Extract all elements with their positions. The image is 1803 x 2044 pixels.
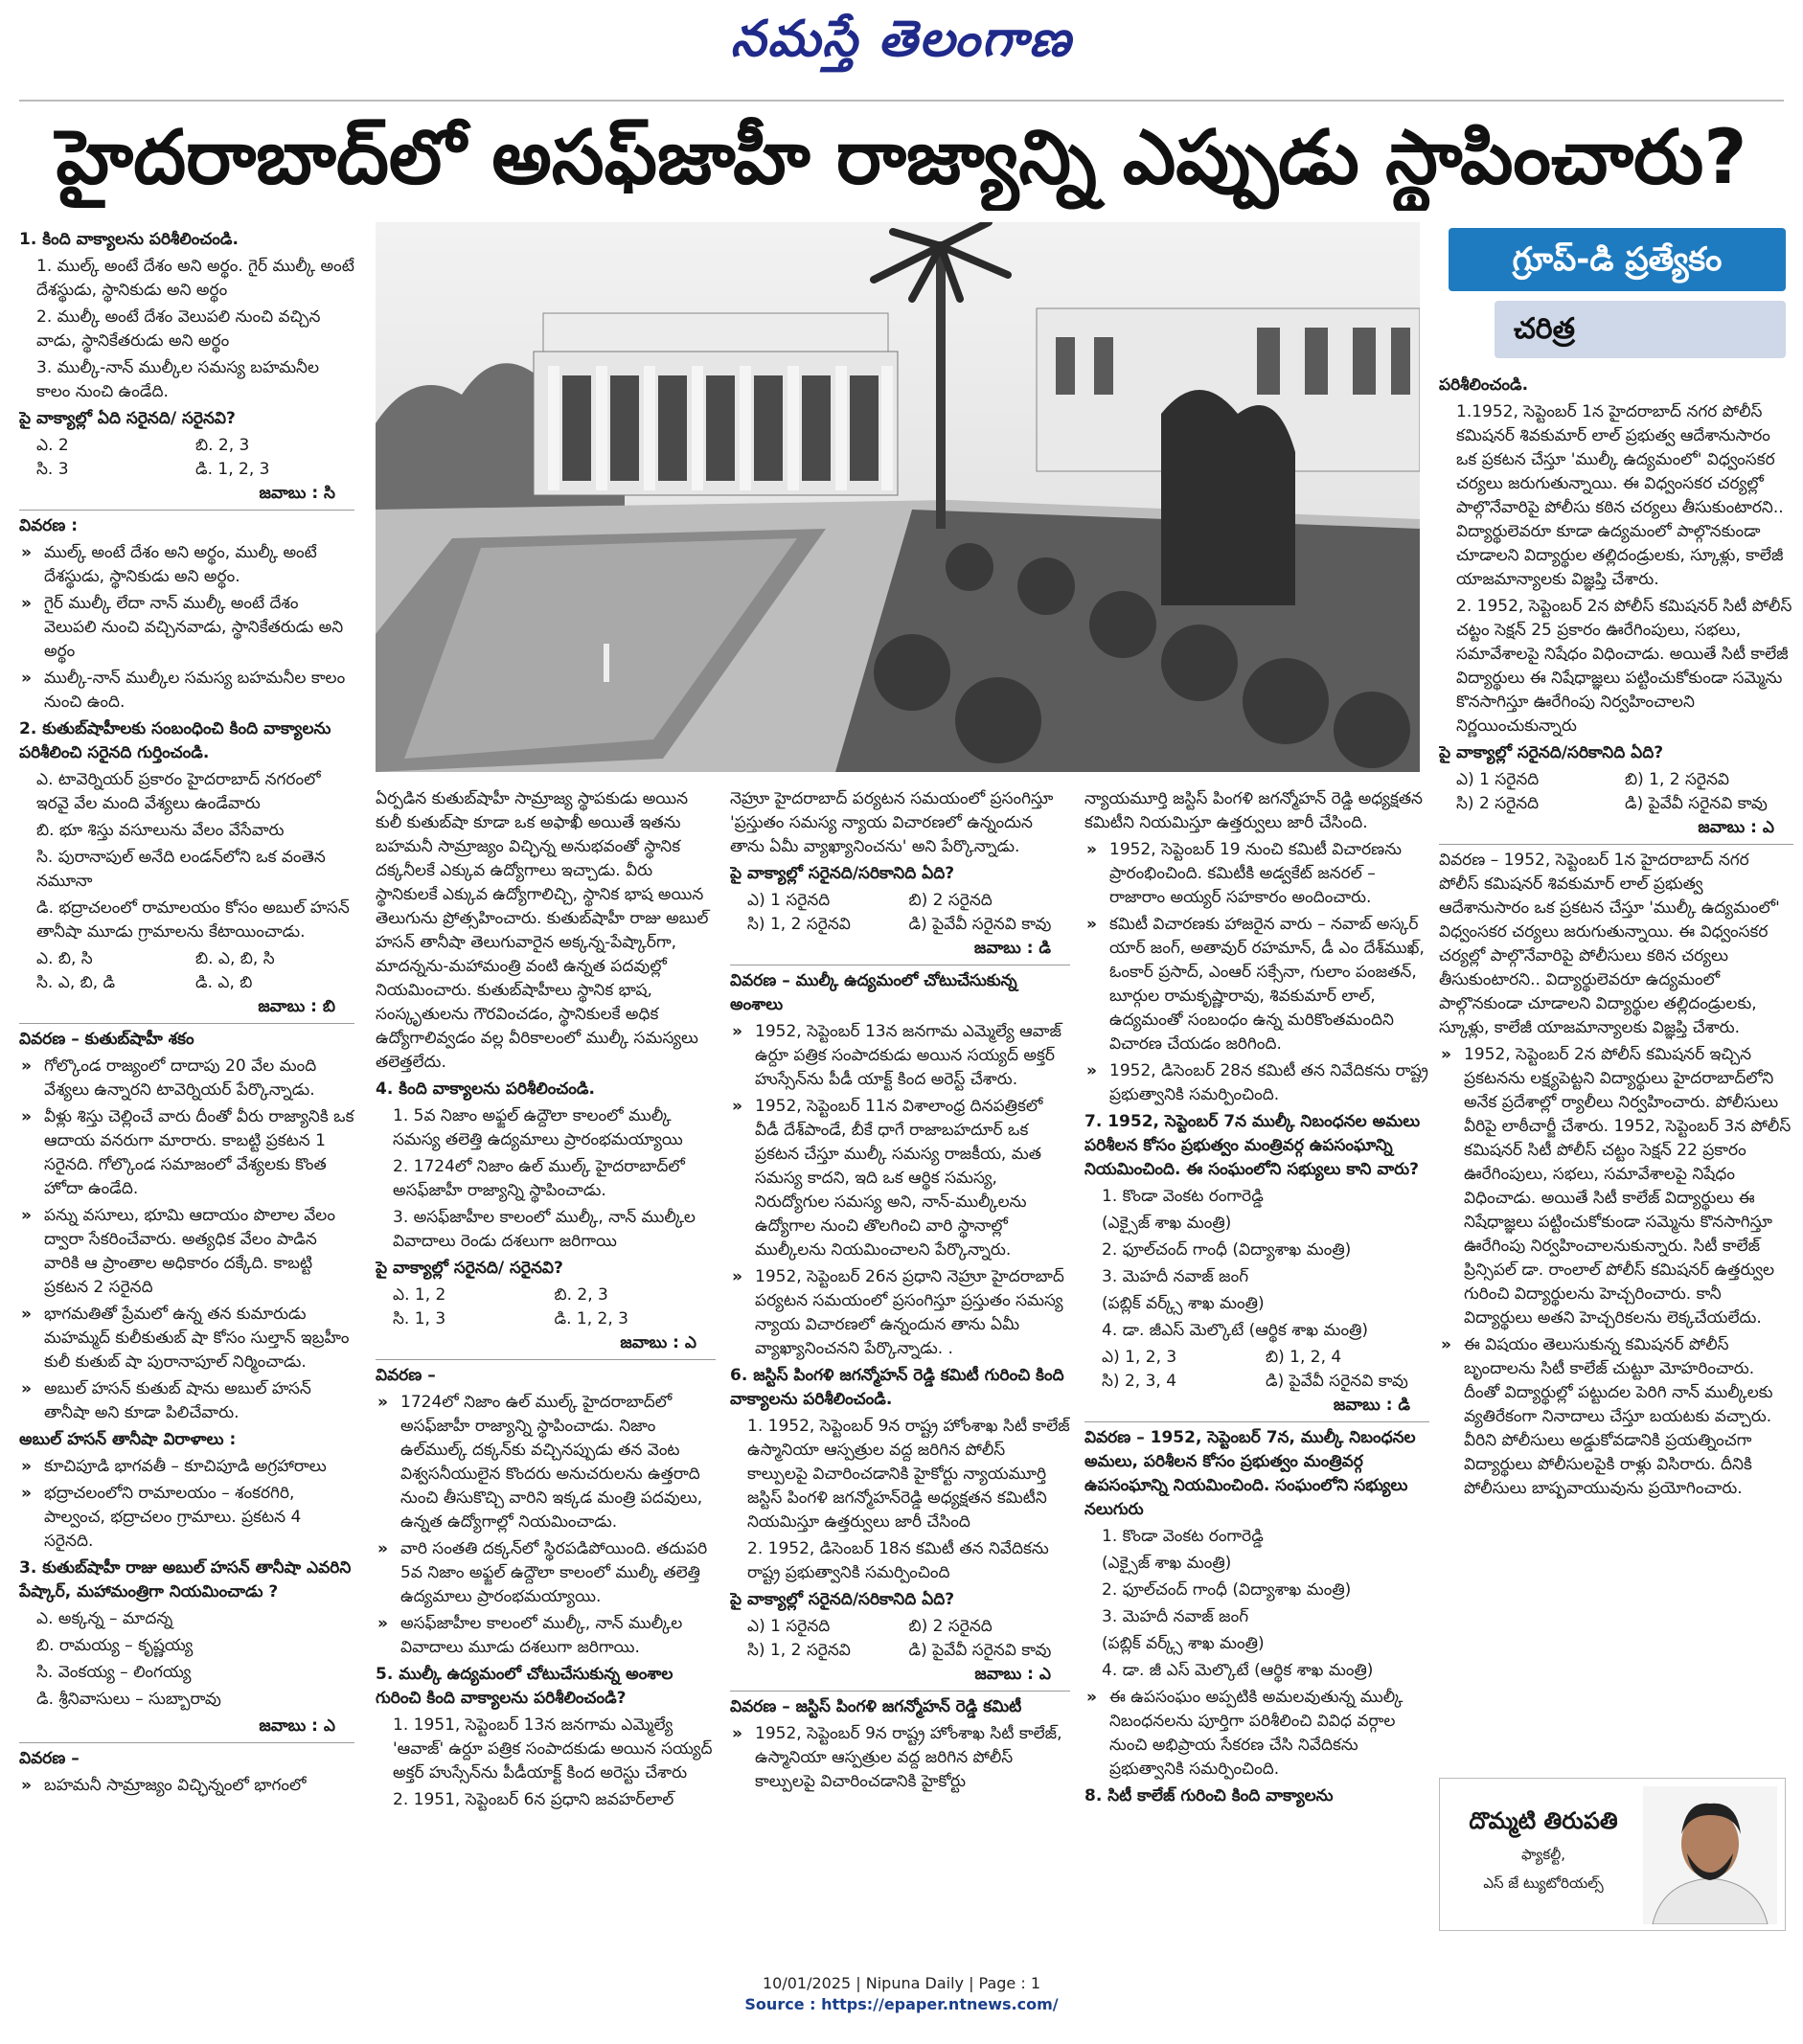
option: ఎ. బి, సి xyxy=(36,949,93,968)
statement: 2. ఫూల్‌చంద్ గాంధీ (విద్యాశాఖ మంత్రి) xyxy=(1102,1240,1352,1260)
masthead xyxy=(0,0,1803,92)
question-7: 7. 1952, సెప్టెంబర్ 7న ముల్కీ నిబంధనల అమలు పరిశీలన కోసం ప్రభుత్వం మంత్రివర్గ ఉపసంఘాన్ని నియమించింది. ఈ సంఘంలోని సభ్యులు కాని వారు? xyxy=(1084,1112,1421,1179)
bullet: » వారి సంతతి దక్కన్‌లో స్థిరపడిపోయింది. తదుపరి 5వ నిజాం అఫ్జల్ ఉద్దౌలా కాలంలో ముల్కీ తలెత్తి ఉద్యమాలు ప్రారంభమయ్యాయి. xyxy=(376,1537,716,1609)
statement: 2. 1952, డిసెంబర్ 18న కమిటీ తన నివేదికను రాష్ట్ర ప్రభుత్వానికి సమర్పించింది xyxy=(747,1539,1049,1582)
divider xyxy=(1439,844,1793,845)
newspaper-logo: నమస్తే తెలంగాణ xyxy=(730,10,1073,68)
option: డి. 1, 2, 3 xyxy=(554,1309,628,1329)
option: బి. 2, 3 xyxy=(195,436,250,455)
question-4: 4. కింది వాక్యాలను పరిశీలించండి. xyxy=(376,1079,595,1099)
column-3 xyxy=(730,787,1070,1946)
options xyxy=(1084,1346,1429,1394)
bullet: » బహమనీ సామ్రాజ్యం విచ్ఛిన్నంలో భాగంలో xyxy=(19,1774,354,1798)
option: బి. 2, 3 xyxy=(554,1285,608,1305)
option: సి. వెంకయ్య – లింగయ్య xyxy=(36,1663,192,1682)
bullet: » అబుల్ హసన్ కుతుబ్ షాను అబుల్ హసన్ తానీషా అని కూడా పిలిచేవారు. xyxy=(19,1377,354,1425)
bullet: » 1952, సెప్టెంబర్ 9న రాష్ట్ర హోంశాఖ సిటీ కాలేజ్, ఉస్మానియా ఆస్పత్రుల వద్ద జరిగిన పోలీస్ కాల్పులపై విచారించడానికి హైకోర్టు xyxy=(730,1722,1070,1794)
options xyxy=(376,1283,716,1331)
bullet: » 1952, సెప్టెంబర్ 2న పోలీస్ కమిషనర్ ఇచ్చిన ప్రకటనను లక్ష్యపెట్టని విద్యార్థులు హైదరాబాద్‌లోని అనేక ప్రదేశాల్లో ర్యాలీలు నిర్వహించారు. పోలీసులు వీరిపై లాఠీచార్జీ చేశారు. 1952, సెప్టెంబర్ 3న పోలీస్ కమిషనర్ సిటీ పోలీస్ చట్టం సెక్షన్ 22 ప్రకారం ఊరేగింపులు, సభలు, సమావేశాలపై నిషేధం విధించాడు. అయితే సిటీ కాలేజ్ విద్యార్థులు ఈ నిషేధాజ్ఞలు పట్టించుకోకుండా సమ్మెను కొనసాగిస్తూ ఊరేగింపు నిర్వహించాలనుకున్నారు. సిటీ కాలేజ్ ప్రిన్సిపల్ డా. రాంలాల్ పోలీస్ కమిషనర్ ఉత్తర్వుల గురించి విద్యార్థులను హెచ్చరించారు. కానీ విద్యార్థులు అతని హెచ్చరికలను లెక్కచేయలేదు. xyxy=(1439,1043,1793,1330)
option: సి) 1, 2 సరైనవి xyxy=(747,915,851,934)
question-2: 2. కుతుబ్‌షాహీలకు సంబంధించి కింది వాక్యాలను పరిశీలించి సరైనది గుర్తించండి. xyxy=(19,719,331,762)
header-divider xyxy=(19,100,1784,102)
option: బి) 2 సరైనది xyxy=(908,891,993,910)
bullet: » 1952, సెప్టెంబర్ 19 నుంచి కమిటీ విచారణను ప్రారంభించింది. కమిటీకి అడ్వకేట్ జనరల్ – రాజారాం అయ్యర్ సహకారం అందించారు. xyxy=(1084,838,1429,910)
question-ask: పై వాక్యాల్లో సరైనది/సరికానిది ఏది? xyxy=(730,1590,955,1609)
answer: జవాబు : ఎ xyxy=(1698,818,1774,837)
statement: (పబ్లిక్ వర్క్స్ శాఖ మంత్రి) xyxy=(1102,1634,1265,1653)
statement: 2. 1952, సెప్టెంబర్ 2న పోలీస్ కమిషనర్ సిటీ పోలీస్ చట్టం సెక్షన్ 25 ప్రకారం ఊరేగింపులు, సభలు, సమావేశాలపై నిషేధం విధించాడు. అయితే సిటీ కాలేజీ విద్యార్థులు ఈ నిషేధాజ్ఞలు పట్టించుకోకుండా సమ్మెను కొనసాగిస్తూ ఊరేగింపు నిర్వహించాలని నిర్ణయించుకున్నారు xyxy=(1456,597,1792,736)
explanation-heading: వివరణ – ముల్కీ ఉద్యమంలో చోటుచేసుకున్న అంశాలు xyxy=(730,971,1017,1014)
statement: 2. 1951, సెప్టెంబర్ 6న ప్రధాని జవహర్‌లాల్ xyxy=(393,1790,674,1809)
option: బి) 2 సరైనది xyxy=(908,1617,993,1636)
divider xyxy=(19,510,354,511)
bullet: » ఈ విషయం తెలుసుకున్న కమిషనర్ పోలీస్ బృందాలను సిటీ కాలేజ్ చుట్టూ మోహరించారు. దీంతో విద్యార్థుల్లో పట్టుదల పెరిగి నాన్ ముల్కీలకు వ్యతిరేకంగా నినాదాలు చేస్తూ బయటకు వచ్చారు. వీరిని పోలీసులు అడ్డుకోవడానికి ప్రయత్నించగా విద్యార్థులు పోలీసులపైకి రాళ్లు విసిరారు. దీనికి పోలీసులు బాష్పవాయువును ప్రయోగించారు. xyxy=(1439,1333,1793,1501)
divider xyxy=(376,1359,716,1360)
answer: జవాబు : ఎ xyxy=(974,1665,1051,1684)
bullet: » కమిటీ విచారణకు హాజరైన వారు – నవాబ్ అస్కర్ యార్ జంగ్, అతావుర్ రహమాన్, డీ ఎం దేశ్‌ముఖ్, ఓంకార్ ప్రసాద్, ఎంఆర్ సక్సేనా, గులాం పంజతన్, బూర్గుల రామకృష్ణారావు, శివకుమార్ లాల్, ఉద్యమంతో సంబంధం ఉన్న మరికొంతమందిని విచారణ చేయడం జరిగింది. xyxy=(1084,913,1429,1056)
option: డి. 1, 2, 3 xyxy=(195,460,270,479)
statement: సి. పురానాపుల్ అనేది లండన్‌లోని ఒక వంతెన నమూనా xyxy=(36,848,326,891)
explanation-heading: వివరణ : xyxy=(19,516,79,535)
explanation-heading: వివరణ – జస్టిస్ పింగళి జగన్మోహన్ రెడ్డి కమిటీ xyxy=(730,1697,1022,1716)
subject-badge: చరిత్ర xyxy=(1495,301,1786,358)
statement: 1. 5వ నిజాం అఫ్జల్ ఉద్దౌలా కాలంలో ముల్కీ సమస్య తలెత్తి ఉద్యమాలు ప్రారంభమయ్యాయి xyxy=(393,1106,683,1149)
author-role: ఫ్యాకల్టీ, xyxy=(1521,1846,1565,1863)
answer: జవాబు : ఎ xyxy=(620,1333,696,1352)
statement: 3. మెహదీ నవాజ్ జంగ్ xyxy=(1102,1607,1249,1626)
option: డి. శ్రీనివాసులు – సుబ్బారావు xyxy=(36,1690,221,1709)
subheading: అబుల్ హసన్ తానీషా విరాళాలు : xyxy=(19,1430,237,1449)
option: బి. ఎ, బి, సి xyxy=(195,949,275,968)
bullet: » 1952, డిసెంబర్ 28న కమిటీ తన నివేదికను రాష్ట్ర ప్రభుత్వానికి సమర్పించింది. xyxy=(1084,1059,1429,1107)
explanation-heading: వివరణ – 1952, సెప్టెంబర్ 7న, ముల్కీ నిబంధనల అమలు, పరిశీలన కోసం ప్రభుత్వం మంత్రివర్గ ఉపసంఘాన్ని నియమించింది. సంఘంలోని సభ్యులు నలుగురు xyxy=(1084,1428,1416,1519)
statement: 4. డా. జీఎస్ మెల్కొటే (ఆర్థిక శాఖ మంత్రి) xyxy=(1102,1321,1368,1340)
statement: 2. ఫూల్‌చంద్ గాంధీ (విద్యాశాఖ మంత్రి) xyxy=(1102,1580,1352,1600)
bullet: » అసఫ్‌జాహీల కాలంలో ముల్కీ, నాన్ ముల్కీల వివాదాలు మూడు దశలుగా జరిగాయి. xyxy=(376,1612,716,1660)
statement: 1. కొండా వెంకట రంగారెడ్డి xyxy=(1102,1527,1264,1546)
author-name: దొమ్మటి తిరుపతి xyxy=(1469,1807,1618,1834)
option: డి) పైవేవీ సరైనవి కావు xyxy=(1625,794,1768,813)
statement: 3. ముల్కీ-నాన్ ముల్కీల సమస్య బహమనీల కాలం నుంచి ఉండేది. xyxy=(36,358,320,401)
question-8: 8. సిటీ కాలేజ్ గురించి కింది వాక్యాలను xyxy=(1084,1786,1334,1806)
divider xyxy=(19,1742,354,1743)
question-3: 3. కుతుబ్‌షాహీ రాజు అబుల్ హసన్ తానీషా ఎవరిని పేష్కార్, మహామంత్రిగా నియమించాడు ? xyxy=(19,1558,352,1601)
bullet: » 1724లో నిజాం ఉల్ ముల్క్ హైదరాబాద్‌లో అసఫ్‌జాహీ రాజ్యాన్ని స్థాపించాడు. నిజాం ఉల్‌ముల్క్ దక్కన్‌కు వచ్చినప్పుడు తన వెంట విశ్వసనీయులైన కొందరు అనుచరులను ఉత్తరాది నుంచి తీసుకొచ్చి వారిని ఇక్కడ మంత్రి పదవులు, ఉన్నత ఉద్యోగాల్లో నియమించాడు. xyxy=(376,1391,716,1534)
bullet: » వీళ్లు శిస్తు చెల్లించే వారు దీంతో వీరు రాజ్యానికి ఒక ఆదాయ వనరుగా మారారు. కాబట్టి ప్రకటన 1 సరైనది. గోల్కొండ సమాజంలో వేశ్యలకు కొంత హోదా ఉండేది. xyxy=(19,1105,354,1201)
option: ఎ) 1 సరైనది xyxy=(747,1617,831,1636)
statement: 4. డా. జీ ఎస్ మెల్కొటే (ఆర్థిక శాఖ మంత్రి) xyxy=(1102,1661,1374,1680)
paragraph: నెహ్రూ హైదరాబాద్ పర్యటన సమయంలో ప్రసంగిస్తూ 'ప్రస్తుతం సమస్య న్యాయ విచారణలో ఉన్నందున తాను ఏమీ వ్యాఖ్యానించను' అని పేర్కొన్నాడు. xyxy=(730,789,1054,856)
statement: 1. కొండా వెంకట రంగారెడ్డి xyxy=(1102,1187,1264,1206)
question-ask: పై వాక్యాల్లో సరైనది/ సరైనవి? xyxy=(376,1259,563,1278)
options xyxy=(730,1615,1070,1663)
statement: (ఎక్సైజ్ శాఖ మంత్రి) xyxy=(1102,1214,1232,1233)
option: ఎ) 1 సరైనది xyxy=(1456,770,1540,789)
statement: (ఎక్సైజ్ శాఖ మంత్రి) xyxy=(1102,1554,1232,1573)
option: డి) పైవేవీ సరైనవి కావు xyxy=(908,915,1052,934)
bullet: » 1952, సెప్టెంబర్ 13న జనగామ ఎమ్మెల్యే ఆవాజ్ ఉర్దూ పత్రిక సంపాదకుడు అయిన సయ్యద్ అక్తర్ హుస్సేన్‌ను పీడీ యాక్ట్ కింద అరెస్ట్ చేశారు. xyxy=(730,1020,1070,1092)
option: బి) 1, 2 సరైనవి xyxy=(1625,770,1730,789)
explanation-heading: వివరణ – xyxy=(376,1366,436,1385)
author-org: ఎస్ జే ట్యుటోరియల్స్ xyxy=(1483,1874,1604,1892)
question-ask: పై వాక్యాల్లో ఏది సరైనది/ సరైనవి? xyxy=(19,409,236,428)
article-headline: హైదరాబాద్‌లో అసఫ్‌జాహీ రాజ్యాన్ని ఎప్పుడు స్థాపించారు? xyxy=(56,115,1747,201)
question-5: 5. ముల్కీ ఉద్యమంలో చోటుచేసుకున్న అంశాల గురించి కింది వాక్యాలను పరిశీలించండి? xyxy=(376,1665,673,1708)
footer-source-link[interactable]: Source : https://epaper.ntnews.com/ xyxy=(744,1995,1059,2013)
statement: 2. 1724లో నిజాం ఉల్ ముల్క్ హైదరాబాద్‌లో అసఫ్‌జాహీ రాజ్యాన్ని స్థాపించాడు. xyxy=(393,1157,685,1200)
question-continued: పరిశీలించండి. xyxy=(1439,375,1529,395)
question-6: 6. జస్టిస్ పింగళి జగన్మోహన్ రెడ్డి కమిటీ గురించి కింది వాక్యాలను పరిశీలించండి. xyxy=(730,1366,1064,1409)
question-ask: పై వాక్యాల్లో సరైనది/సరికానిది ఏది? xyxy=(1439,743,1664,762)
answer: జవాబు : డి xyxy=(1333,1396,1410,1415)
option: ఎ. అక్కన్న – మాదన్న xyxy=(36,1609,173,1628)
answer: జవాబు : ఎ xyxy=(259,1716,335,1736)
answer: జవాబు : బి xyxy=(258,997,335,1016)
statement: 1. 1951, సెప్టెంబర్ 13న జనగామ ఎమ్మెల్యే 'ఆవాజ్' ఉర్దూ పత్రిక సంపాదకుడు అయిన సయ్యద్ అక్తర్ హుస్సేన్‌ను పీడీయాక్ట్ కింద అరెస్టు చేశారు xyxy=(393,1715,713,1783)
bullet: » పన్ను వసూలు, భూమి ఆదాయం పొలాల వేలం ద్వారా సేకరించేవారు. అత్యధిక వేలం పాడిన వారికి ఆ ప్రాంతాల అధికారం దక్కేది. కాబట్టి ప్రకటన 2 సరైనది xyxy=(19,1204,354,1300)
divider xyxy=(19,1023,354,1024)
footer-date-line: 10/01/2025 | Nipuna Daily | Page : 1 xyxy=(762,1974,1041,1992)
options xyxy=(19,434,354,482)
palace-photo-illustration xyxy=(376,222,1420,772)
bullet: » 1952, సెప్టెంబర్ 26న ప్రధాని నెహ్రూ హైదరాబాద్ పర్యటన సమయంలో ప్రసంగిస్తూ ప్రస్తుతం సమస్య న్యాయ విచారణలో ఉన్నందున తాను ఏమీ వ్యాఖ్యానించనని పేర్కొన్నాడు. . xyxy=(730,1265,1070,1361)
answer: జవాబు : డి xyxy=(973,939,1051,958)
divider xyxy=(730,1691,1070,1692)
option: సి) 2 సరైనది xyxy=(1456,794,1540,813)
bullet: » గైర్ ముల్కీ లేదా నాన్ ముల్కీ అంటే దేశం వెలుపలి నుంచి వచ్చినవాడు, స్థానికేతరుడు అని అర్థం xyxy=(19,592,354,664)
statement: 1.1952, సెప్టెంబర్ 1న హైదరాబాద్ నగర పోలీస్ కమిషనర్ శివకుమార్ లాల్ ప్రభుత్వ ఆదేశానుసారం ఒక ప్రకటన చేస్తూ 'ముల్కీ ఉద్యమంలో' విధ్వంసకర చర్యలు జరుగుతున్నాయి. ఈ విధ్వంసకర చర్యల్లో పాల్గొనేవారిపై పోలీసు కఠిన చర్యలు తీసుకుంటారని.. విద్యార్థులెవరూ కూడా ఉద్యమంలో పాల్గొనకుండా చూడాలని విద్యార్థుల తల్లిదండ్రులకు, స్కూళ్లు, కాలేజీ యాజమాన్యాలకు విజ్ఞప్తి చేశారు. xyxy=(1456,402,1784,589)
statement: (పబ్లిక్ వర్క్స్ శాఖ మంత్రి) xyxy=(1102,1294,1265,1313)
option: డి) పైవేవీ సరైనవి కావు xyxy=(1266,1372,1408,1391)
statement: ఎ. టావెర్నియర్ ప్రకారం హైదరాబాద్ నగరంలో ఇరవై వేల మంది వేశ్యలు ఉండేవారు xyxy=(36,770,321,813)
options xyxy=(1439,768,1793,816)
column-1 xyxy=(19,228,354,1942)
option: డి. ఎ, బి xyxy=(195,973,253,992)
bullet: » ముల్క్ అంటే దేశం అని అర్థం, ముల్కీ అంటే దేశస్థుడు, స్థానికుడు అని అర్థం. xyxy=(19,541,354,589)
option: సి. 1, 3 xyxy=(393,1309,446,1329)
statement: డి. భద్రాచలంలో రామాలయం కోసం అబుల్ హసన్ తానీషా మూడు గ్రామాలను కేటాయించాడు. xyxy=(36,898,350,942)
option: ఎ. 2 xyxy=(36,436,69,455)
option: సి. 3 xyxy=(36,460,69,479)
option: సి) 2, 3, 4 xyxy=(1102,1372,1177,1391)
statement: 3. మెహదీ నవాజ్ జంగ్ xyxy=(1102,1267,1249,1286)
explanation: వివరణ – 1952, సెప్టెంబర్ 1న హైదరాబాద్ నగర పోలీస్ కమిషనర్ శివకుమార్ లాల్ ప్రభుత్వ ఆదేశానుసారం ఒక ప్రకటన చేస్తూ 'ముల్కీ ఉద్యమంలో' విధ్వంసకర చర్యలు జరుగుతున్నాయి. ఈ విధ్వంసకర చర్యల్లో పాల్గొనేవారిపై పోలీసులు కఠిన చర్యలు తీసుకుంటారని.. విద్యార్థులెవరూ ఉద్యమంలో పాల్గొనకుండా చూడాలని విద్యార్థుల తల్లిదండ్రులకు, స్కూళ్లు, కాలేజీ యాజమాన్యాలకు విజ్ఞప్తి చేశారు. xyxy=(1439,851,1780,1037)
options xyxy=(730,889,1070,937)
answer: జవాబు : సి xyxy=(259,484,335,503)
option: ఎ) 1, 2, 3 xyxy=(1102,1348,1177,1367)
divider xyxy=(1084,1421,1429,1422)
statement: 1. ముల్క్ అంటే దేశం అని అర్థం. గైర్ ముల్కీ అంటే దేశస్థుడు, స్థానికుడు అని అర్థం xyxy=(36,257,354,300)
paragraph: న్యాయమూర్తి జస్టిస్ పింగళి జగన్మోహన్ రెడ్డి అధ్యక్షతన కమిటీని నియమిస్తూ ఉత్తర్వులు జారీ చేసింది. xyxy=(1084,789,1423,832)
bullet: » ఈ ఉపసంఘం అప్పటికి అమలవుతున్న ముల్కీ నిబంధనలను పూర్తిగా పరిశీలించి వివిధ వర్గాల నుంచి అభిప్రాయ సేకరణ చేసి నివేదికను ప్రభుత్వానికి సమర్పించింది. xyxy=(1084,1686,1429,1782)
statement: 1. 1952, సెప్టెంబర్ 9న రాష్ట్ర హోంశాఖ సిటీ కాలేజ్ ఉస్మానియా ఆస్పత్రుల వద్ద జరిగిన పోలీస్ కాల్పులపై విచారించడానికి హైకోర్టు న్యాయమూర్తి జస్టిస్ పింగళి జగన్మోహన్‌రెడ్డి అధ్యక్షతన కమిటీని నియమిస్తూ ఉత్తర్వులు జారీ చేసింది xyxy=(747,1417,1070,1532)
question-1: 1. కింది వాక్యాలను పరిశీలించండి. xyxy=(19,230,239,249)
option: సి) 1, 2 సరైనవి xyxy=(747,1641,851,1660)
statement: 3. అసఫ్‌జాహీల కాలంలో ముల్కీ, నాన్ ముల్కీల వివాదాలు రెండు దశలుగా జరిగాయి xyxy=(393,1208,696,1251)
paragraph: ఏర్పడిన కుతుబ్‌షాహీ సామ్రాజ్య స్థాపకుడు అయిన కులీ కుతుబ్‌షా కూడా ఒక అఫాఖీ అయితే ఇతను బహమనీ సామ్రాజ్యం విచ్ఛిన్న అనుభవంతో స్థానిక దక్కనీలకే ఎక్కువ ఉద్యోగాలు ఇచ్చాడు. వీరు స్థానికులకే ఎక్కువ ఉద్యోగాలిచ్చి, స్థానిక భాష అయిన తెలుగును ప్రోత్సహించారు. కుతుబ్‌షాహీ రాజు అబుల్ హసన్ తానీషా తెలుగువారైన అక్కన్న-పేష్కార్‌గా, మాదన్నను-మహామంత్రి వంటి ఉన్నత పదవుల్లో నియమించారు. కుతుబ్‌షాహీలు స్థానిక భాష, సంస్కృతులను గౌరవించడం, స్థానికులకే అధిక ఉద్యోగాలివ్వడం వల్ల వీరికాలంలో ముల్కీ సమస్యలు తలెత్తలేదు. xyxy=(376,789,709,1072)
option: బి) 1, 2, 4 xyxy=(1266,1348,1342,1367)
section-badge: గ్రూప్-డి ప్రత్యేకం xyxy=(1449,228,1786,291)
statement: బి. భూ శిస్తు వసూలును వేలం వేసేవారు xyxy=(36,821,285,840)
option: సి. ఎ, బి, డి xyxy=(36,973,116,992)
column-2 xyxy=(376,787,716,1946)
bullet: » భాగమతితో ప్రేమలో ఉన్న తన కుమారుడు మహమ్మద్ కులీకుతుబ్ షా కోసం సుల్తాన్ ఇబ్రహీం కులీ కుతుబ్ షా పురానాపూల్ నిర్మించాడు. xyxy=(19,1303,354,1374)
column-5 xyxy=(1439,374,1793,1762)
author-box xyxy=(1439,1778,1786,1931)
column-4 xyxy=(1084,787,1429,1946)
option: ఎ. 1, 2 xyxy=(393,1285,446,1305)
statement: 2. ముల్కీ అంటే దేశం వెలుపలి నుంచి వచ్చిన వాడు, స్థానికేతరుడు అని అర్థం xyxy=(36,307,321,351)
option: బి. రామయ్య – కృష్ణయ్య xyxy=(36,1636,194,1655)
page-footer xyxy=(0,1973,1803,2031)
explanation-heading: వివరణ – కుతుబ్‌షాహీ శకం xyxy=(19,1030,194,1049)
option: డి) పైవేవీ సరైనవి కావు xyxy=(908,1641,1052,1660)
author-photo xyxy=(1643,1786,1777,1924)
bullet: » భద్రాచలంలోని రామాలయం – శంకరగిరి, పాల్వంచ, భద్రాచలం గ్రామాలు. ప్రకటన 4 సరైనది. xyxy=(19,1482,354,1554)
bullet: » గోల్కొండ రాజ్యంలో దాదాపు 20 వేల మంది వేశ్యలు ఉన్నారని టావెర్నియర్ పేర్కొన్నాడు. xyxy=(19,1055,354,1102)
explanation-heading: వివరణ – xyxy=(19,1749,80,1768)
question-ask: పై వాక్యాల్లో సరైనది/సరికానిది ఏది? xyxy=(730,864,955,883)
bullet: » కూచిపూడి భాగవతీ – కూచిపూడి అగ్రహారాలు xyxy=(19,1455,354,1479)
bullet: » ముల్కీ-నాన్ ముల్కీల సమస్య బహమనీల కాలం నుంచి ఉంది. xyxy=(19,667,354,715)
option: ఎ) 1 సరైనది xyxy=(747,891,831,910)
options xyxy=(19,947,354,995)
palace-photo xyxy=(376,222,1420,772)
bullet: » 1952, సెప్టెంబర్ 11న విశాలాంధ్ర దినపత్రికలో వీడీ దేశ్‌పాండే, బీకే ధాగే రాజాబహదూర్ ఒక ప్రకటన చేస్తూ ముల్కీ సమస్య రాజకీయ, మత సమస్య కాదని, ఇది ఒక ఆర్థిక సమస్య, నిరుద్యోగుల సమస్య అని, నాన్-ముల్కీలను ఉద్యోగాల నుంచి తొలగించి వారి స్థానాల్లో ముల్కీలను నియమించాలని పేర్కొన్నారు. xyxy=(730,1095,1070,1262)
